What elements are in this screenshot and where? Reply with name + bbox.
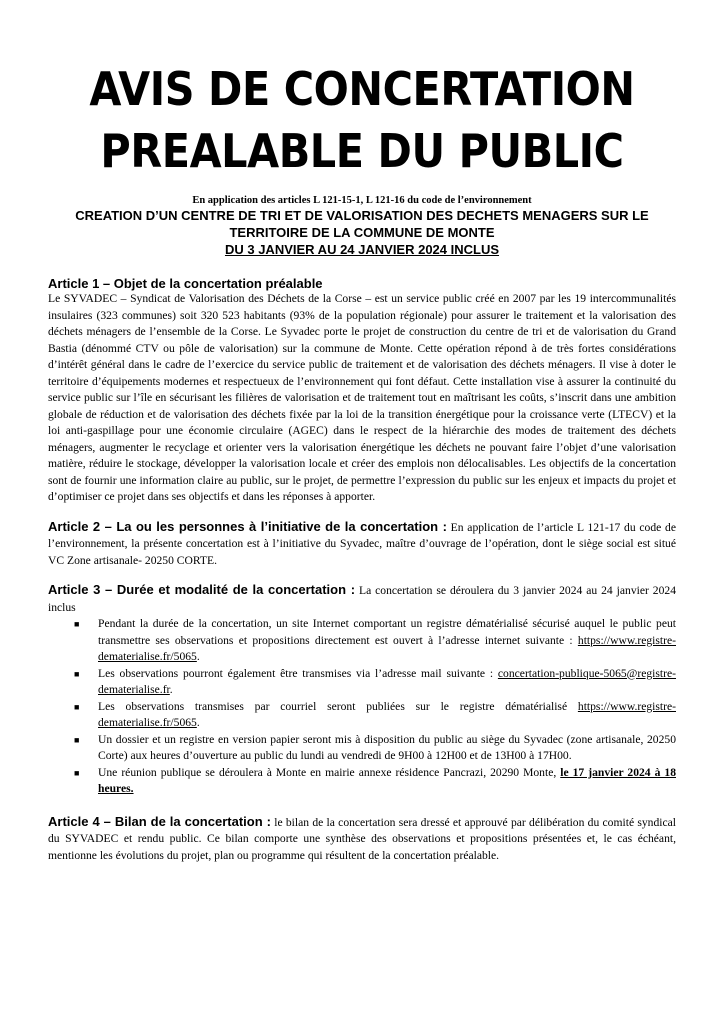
registry-link[interactable]: https://www.registre-dematerialise.fr/5065 <box>98 633 676 663</box>
article-2-text: En application de l’article L 121-17 du code de l’environnement, la présente concertation est à l’initiative du Syvadec, maître d’ouvrage de l’opération, dont le siège social est situé VC Zone artisanale- 20250 CORTE. <box>48 520 676 567</box>
list-item <box>48 765 676 798</box>
bullet-4-text: Un dossier et un registre en version papier seront mis à disposition du public au siège du Syvadec (zone artisanale, 20250 Corte) aux heures d’ouverture au public du lundi au vendredi de 9H00 à 12H00 et de 13H00 à 17H00. <box>98 732 676 762</box>
article-3-title: Article 3 – Durée et modalité de la concertation : <box>48 582 356 597</box>
bullet-1-end: . <box>196 650 200 663</box>
public-meeting-date: le 17 janvier 2024 à 18 heures. <box>98 765 676 795</box>
article-4-text: le bilan de la concertation sera dressé et approuvé par délibération du comité syndical du SYVADEC et rendu public. Ce bilan comporte une synthèse des observations et propositions présentées et, le cas échéant, mentionne les évolutions du projet, plan ou programme qui résultent de la concertation préalable. <box>48 815 676 862</box>
article-2-title: Article 2 – La ou les personnes à l’initiative de la concertation : <box>48 518 447 534</box>
list-item <box>48 732 676 765</box>
bullet-square-icon: ■ <box>74 619 80 629</box>
notice-title-line-1: AVIS DE CONCERTATION <box>89 62 635 116</box>
registry-link-2[interactable]: https://www.registre-dematerialise.fr/5065 <box>98 699 676 729</box>
project-subtitle-line-1: CREATION D’UN CENTRE DE TRI ET DE VALORISATION DES DECHETS MENAGERS SUR LE <box>75 208 649 223</box>
article-1-text: Le SYVADEC – Syndicat de Valorisation des Déchets de la Corse – est un service public créé en 2007 par les 19 intercommunalités insulaires (323 communes) soit 320 523 habitants (93% de la population régionale) pour assurer le traitement et la valorisation des déchets ménagers de l’ensemble de la Corse. Le Syvadec porte le projet de construction du centre de tri et de valorisation du Grand Bastia (dénommé CTV ou pôle de valorisation) sur la commune de Monte. Cette opération répond à de très fortes considérations d’intérêt général dans le cadre de l’exercice du service public de traitement et de valorisation des déchets ménagers. Il vise à doter le territoire d’équipements modernes et respectueux de l’environnement qui font défaut. Cette installation vise à assurer la continuité du service public sur l’île en sécurisant les filières de valorisation et de traitement tout en maîtrisant les coûts, s’inscrit dans une ambition globale de réduction et de valorisation des déchets fixée par la loi de la transition énergétique pour la croissance verte (LTECV) et la loi anti-gaspillage pour une économie circulaire (AGEC) dans le respect de la hiérarchie des modes de traitement des déchets ménagers, augmenter le recyclage et orienter vers la valorisation énergétique les déchets ne pouvant faire l’objet d’une valorisation matière, réduire le stockage, développer la valorisation locale et créer des emplois non délocalisables. Les objectifs de la concertation sont de fournir une information claire au public, sur le projet, de permettre l’expression du public sur les enjeux et impacts du projet et d’optimiser ce projet dans ses objectifs et dans les réponses à apporter. <box>48 292 676 503</box>
notice-page <box>48 58 676 864</box>
modalities-list <box>48 616 676 798</box>
article-4-title: Article 4 – Bilan de la concertation : <box>48 813 271 829</box>
article-4 <box>48 814 676 865</box>
bullet-square-icon: ■ <box>74 701 80 712</box>
legal-basis: En application des articles L 121-15-1, L 121-16 du code de l’environnement <box>192 195 532 206</box>
list-item <box>48 699 676 732</box>
bullet-3-end: . <box>196 716 200 729</box>
article-1-title: Article 1 – Objet de la concertation préalable <box>48 276 323 291</box>
article-1 <box>48 276 676 506</box>
article-2 <box>48 519 676 570</box>
bullet-2-end: . <box>169 683 173 696</box>
project-subtitle-line-2: TERRITOIRE DE LA COMMUNE DE MONTE <box>229 225 495 240</box>
concertation-dates: DU 3 JANVIER AU 24 JANVIER 2024 INCLUS <box>224 242 500 257</box>
email-link[interactable]: concertation-publique-5065@registre-dematerialise.fr <box>98 666 676 696</box>
bullet-3-text: Les observations transmises par courriel seront publiées sur le registre dématérialisé <box>98 699 578 713</box>
bullet-square-icon: ■ <box>74 767 80 778</box>
bullet-1-text: Pendant la durée de la concertation, un site Internet comportant un registre dématérialisé sécurisé auquel le public peut transmettre ses observations et propositions directement est ouvert à l’adresse internet suivante : <box>98 617 676 647</box>
article-3 <box>48 582 676 798</box>
bullet-square-icon: ■ <box>74 734 80 745</box>
bullet-5-text: Une réunion publique se déroulera à Monte en mairie annexe résidence Pancrazi, 20290 Monte, <box>98 765 561 779</box>
bullet-2-text: Les observations pourront également être transmises via l’adresse mail suivante : <box>98 666 498 680</box>
list-item <box>48 616 676 666</box>
bullet-square-icon: ■ <box>74 668 80 679</box>
article-3-text: La concertation se déroulera du 3 janvier 2024 au 24 janvier 2024 inclus <box>48 584 676 614</box>
notice-title-line-2: PREALABLE DU PUBLIC <box>100 124 624 178</box>
list-item <box>48 666 676 699</box>
